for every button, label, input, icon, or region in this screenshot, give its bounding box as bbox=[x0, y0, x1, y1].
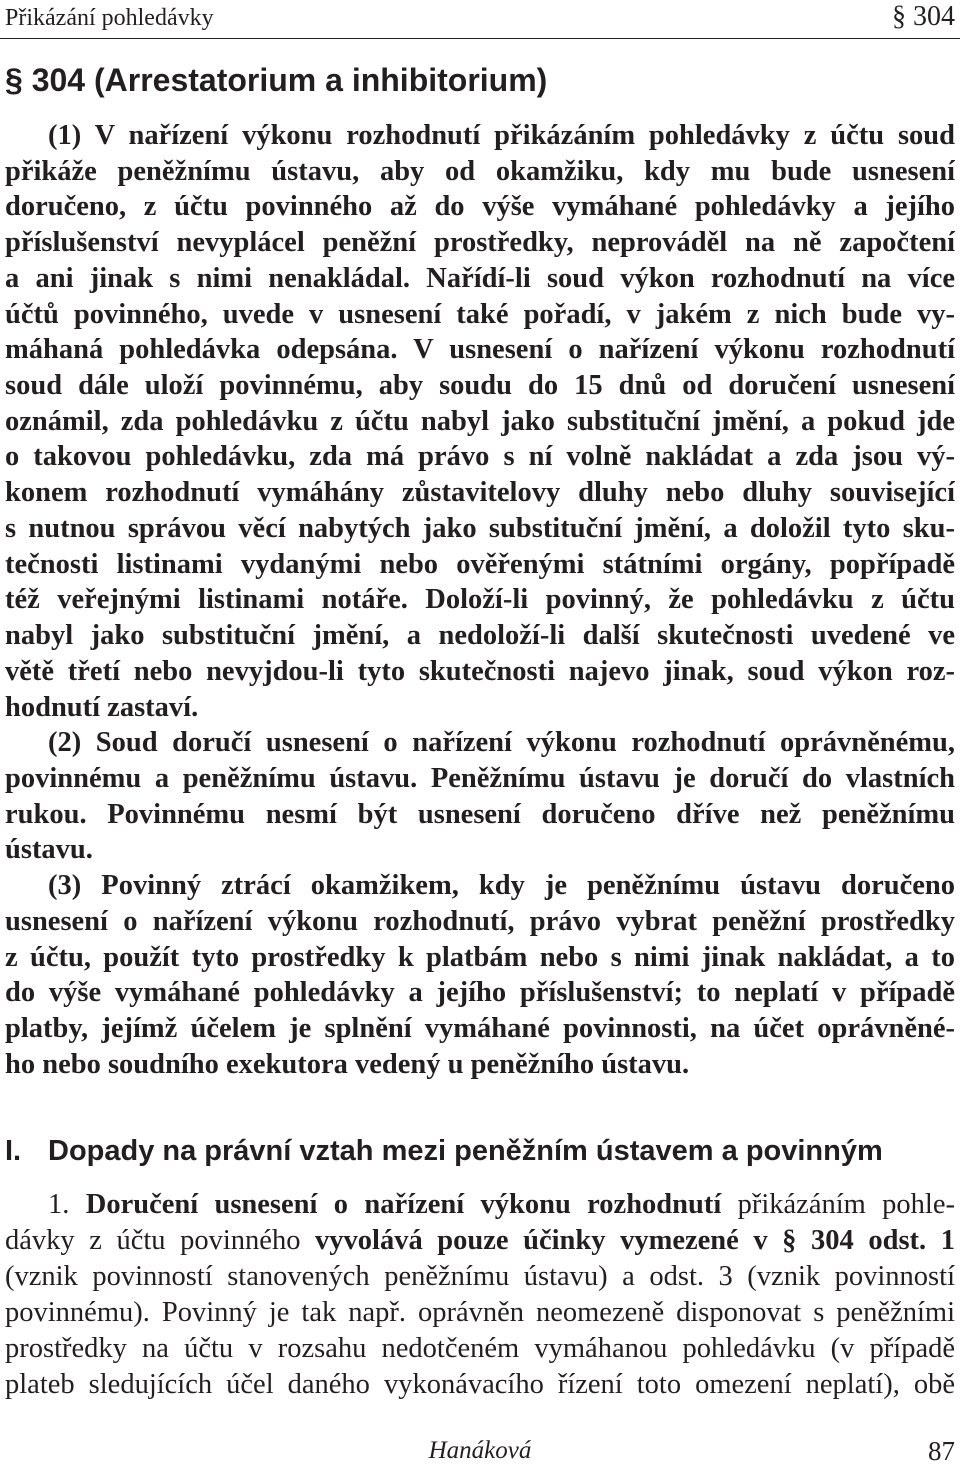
statute-line: povinnému a peněžnímu ústavu. Peněžnímu ústavu je doručí do vlastních bbox=[5, 762, 955, 794]
page-footer bbox=[5, 1438, 955, 1464]
statute-line: (3) Povinný ztrácí okamžikem, kdy je peněžnímu ústavu doručeno bbox=[48, 870, 955, 902]
commentary-line bbox=[5, 1331, 955, 1367]
subsection-number: I. bbox=[5, 1135, 22, 1167]
statute-line: příslušenství nevyplácel peněžní prostředky, neprováděl na ně započtení bbox=[5, 227, 955, 259]
statute-line: do výše vymáhané pohledávky a jejího příslušenství; to neplatí v případě bbox=[5, 977, 955, 1009]
statute-line: rukou. Povinnému nesmí být usnesení doručeno dříve než peněžnímu bbox=[5, 798, 955, 830]
statute-line: nabyl jako substituční jmění, a nedoloží-li další skutečnosti uvedené ve bbox=[5, 620, 955, 652]
bold-text-run: Doručení usnesení o nařízení výkonu rozhodnutí bbox=[85, 1189, 722, 1220]
statute-line: oznámil, zda pohledávku z účtu nabyl jako substituční jmění, a pokud jde bbox=[5, 405, 955, 437]
text-run: plateb sledujících účel daného vykonávacího řízení toto omezení neplatí), obě bbox=[5, 1369, 955, 1400]
running-section-mark: § 304 bbox=[892, 1, 955, 32]
text-run: prostředky na účtu v rozsahu nedotčeném vymáhanou pohledávku (v případě bbox=[5, 1333, 955, 1364]
statute-line: konem rozhodnutí vymáhány zůstavitelovy dluhy nebo dluhy související bbox=[5, 477, 955, 509]
statute-line: účtů povinného, uvede v usnesení také pořadí, v jakém z nich bude vy- bbox=[5, 298, 955, 330]
commentary-line bbox=[5, 1223, 955, 1259]
statute-line: usnesení o nařízení výkonu rozhodnutí, právo vybrat peněžní prostředky bbox=[5, 905, 955, 937]
running-title: Přikázání pohledávky bbox=[5, 5, 214, 31]
commentary-line bbox=[5, 1187, 955, 1223]
statute-line: (2) Soud doručí usnesení o nařízení výkonu rozhodnutí oprávněnému, bbox=[48, 727, 955, 759]
statute-line: máhaná pohledávka odepsána. V usnesení o nařízení výkonu rozhodnutí bbox=[5, 334, 955, 366]
statute-line: přikáže peněžnímu ústavu, aby od okamžiku, kdy mu bude usnesení bbox=[5, 155, 955, 187]
statute-line: ústavu. bbox=[5, 834, 93, 866]
commentary-line bbox=[5, 1295, 955, 1331]
statute-line: (1) V nařízení výkonu rozhodnutí přikázáním pohledávky z účtu soud bbox=[48, 120, 955, 151]
statute-line: hodnutí zastaví. bbox=[5, 691, 199, 723]
bold-text-run: vyvolává pouze účinky vymezené v § 304 odst. 1 bbox=[315, 1225, 955, 1256]
subsection-title: Dopady na právní vztah mezi peněžním ústavem a povinným bbox=[48, 1135, 883, 1167]
commentary-paragraph bbox=[5, 1187, 955, 1403]
text-run: povinnému). Povinný je tak např. oprávněn neomezeně disponovat s peněžními bbox=[5, 1297, 955, 1328]
statute-paragraph bbox=[5, 868, 955, 1082]
statute-line: tečnosti listinami vydanými nebo ověřenými státními orgány, popřípadě bbox=[5, 548, 955, 580]
statute-paragraph bbox=[5, 725, 955, 868]
statute-paragraph bbox=[5, 118, 955, 725]
running-header bbox=[5, 0, 955, 36]
text-run: 1. bbox=[48, 1189, 86, 1220]
commentary-line bbox=[5, 1259, 955, 1295]
statute-line: též veřejnými listinami notáře. Doloží-li povinný, že pohledávku z účtu bbox=[5, 584, 955, 616]
statute-line: s nutnou správou věcí nabytých jako substituční jmění, a doložil tyto sku- bbox=[5, 512, 955, 544]
statute-text bbox=[5, 118, 955, 1082]
section-title: § 304 (Arrestatorium a inhibitorium) bbox=[5, 62, 548, 98]
statute-line: ho nebo soudního exekutora vedený u peněžního ústavu. bbox=[5, 1048, 690, 1080]
statute-line: platby, jejímž účelem je splnění vymáhané povinnosti, na účet oprávněné- bbox=[5, 1012, 955, 1044]
text-run: (vznik povinností stanovených peněžnímu ústavu) a odst. 3 (vznik povinností bbox=[5, 1261, 955, 1292]
statute-line: doručeno, z účtu povinného až do výše vymáhané pohledávky a jejího bbox=[5, 191, 955, 223]
commentary-text bbox=[5, 1187, 955, 1403]
text-run: dávky z účtu povinného bbox=[5, 1225, 316, 1256]
text-run: přikázáním pohle- bbox=[721, 1189, 955, 1220]
statute-line: a ani jinak s nimi nenakládal. Nařídí-li soud výkon rozhodnutí na více bbox=[5, 262, 955, 294]
commentary-line bbox=[5, 1367, 955, 1403]
subsection-heading bbox=[5, 1133, 883, 1169]
footer-author: Hanáková bbox=[428, 1437, 532, 1464]
statute-line: o takovou pohledávku, zda má právo s ní volně nakládat a zda jsou vý- bbox=[5, 441, 955, 473]
header-rule bbox=[0, 38, 960, 39]
statute-line: soud dále uloží povinnému, aby soudu do 15 dnů od doručení usnesení bbox=[5, 370, 955, 402]
statute-line: z účtu, použít tyto prostředky k platbám nebo s nimi jinak nakládat, a to bbox=[5, 941, 955, 973]
page-number: 87 bbox=[928, 1436, 955, 1465]
statute-line: větě třetí nebo nevyjdou-li tyto skutečnosti najevo jinak, soud výkon roz- bbox=[5, 655, 955, 687]
